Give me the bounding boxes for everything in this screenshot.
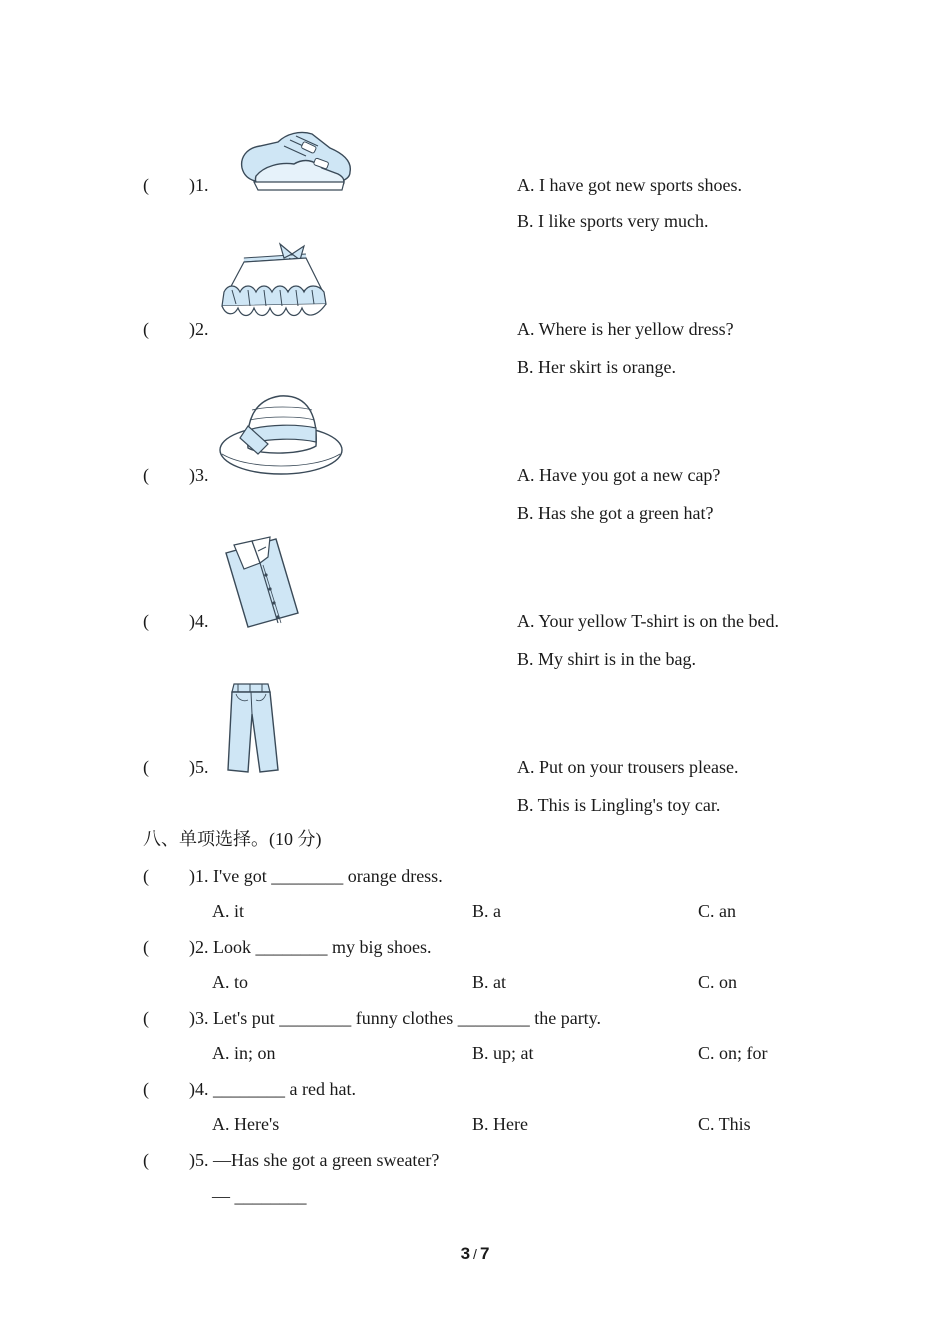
answer-paren-open[interactable]: (: [143, 1008, 149, 1028]
choice-a: A. in; on: [212, 1043, 276, 1063]
option-b: B. My shirt is in the bag.: [517, 649, 696, 669]
choice-c: C. on; for: [698, 1043, 768, 1063]
answer-paren-close: ): [189, 319, 195, 339]
answer-paren-close: ): [189, 465, 195, 485]
item-number: 1.: [195, 175, 209, 195]
answer-paren-open[interactable]: (: [143, 611, 149, 631]
option-b: B. Her skirt is orange.: [517, 357, 676, 377]
question-stem: )3. Let's put ________ funny clothes ________ the party.: [189, 1008, 602, 1028]
answer-paren-open[interactable]: (: [143, 937, 149, 957]
option-b: B. Has she got a green hat?: [517, 503, 714, 523]
page-separator: /: [473, 1246, 477, 1262]
question-stem: )5. —Has she got a green sweater?: [189, 1150, 440, 1170]
choice-b: B. Here: [472, 1114, 528, 1134]
answer-paren-close: ): [189, 175, 195, 195]
choice-b: B. up; at: [472, 1043, 534, 1063]
option-a: A. Where is her yellow dress?: [517, 319, 734, 339]
total-pages: 7: [479, 1244, 490, 1263]
shirt-icon: [222, 535, 302, 629]
option-a: A. Have you got a new cap?: [517, 465, 721, 485]
option-b: B. This is Lingling's toy car.: [517, 795, 721, 815]
question-stem: )2. Look ________ my big shoes.: [189, 937, 432, 957]
choice-b: B. a: [472, 901, 501, 921]
hat-icon: [218, 390, 344, 480]
answer-paren-close: ): [189, 611, 195, 631]
item-number: 5.: [195, 757, 209, 777]
choice-a: A. Here's: [212, 1114, 280, 1134]
answer-line[interactable]: — ________: [212, 1186, 307, 1206]
answer-paren-open[interactable]: (: [143, 866, 149, 886]
sports-shoes-icon: [234, 124, 354, 194]
option-a: A. Put on your trousers please.: [517, 757, 739, 777]
option-b: B. I like sports very much.: [517, 211, 709, 231]
option-a: A. I have got new sports shoes.: [517, 175, 742, 195]
answer-paren-open[interactable]: (: [143, 175, 149, 195]
choice-c: C. on: [698, 972, 738, 992]
item-number: 4.: [195, 611, 209, 631]
item-number: 3.: [195, 465, 209, 485]
choice-b: B. at: [472, 972, 506, 992]
answer-paren-open[interactable]: (: [143, 1079, 149, 1099]
option-a: A. Your yellow T-shirt is on the bed.: [517, 611, 780, 631]
question-stem: )1. I've got ________ orange dress.: [189, 866, 443, 886]
choice-c: C. This: [698, 1114, 751, 1134]
page-number: [0, 1245, 950, 1262]
choice-a: A. it: [212, 901, 245, 921]
current-page: 3: [460, 1244, 471, 1263]
answer-paren-open[interactable]: (: [143, 757, 149, 777]
choice-a: A. to: [212, 972, 248, 992]
answer-paren-open[interactable]: (: [143, 319, 149, 339]
answer-paren-open[interactable]: (: [143, 1150, 149, 1170]
item-number: 2.: [195, 319, 209, 339]
choice-c: C. an: [698, 901, 736, 921]
answer-paren-close: ): [189, 757, 195, 777]
section-heading: 八、单项选择。(10 分): [143, 829, 322, 849]
answer-paren-open[interactable]: (: [143, 465, 149, 485]
skirt-icon: [218, 240, 332, 330]
question-stem: )4. ________ a red hat.: [189, 1079, 356, 1099]
trousers-icon: [226, 680, 282, 776]
